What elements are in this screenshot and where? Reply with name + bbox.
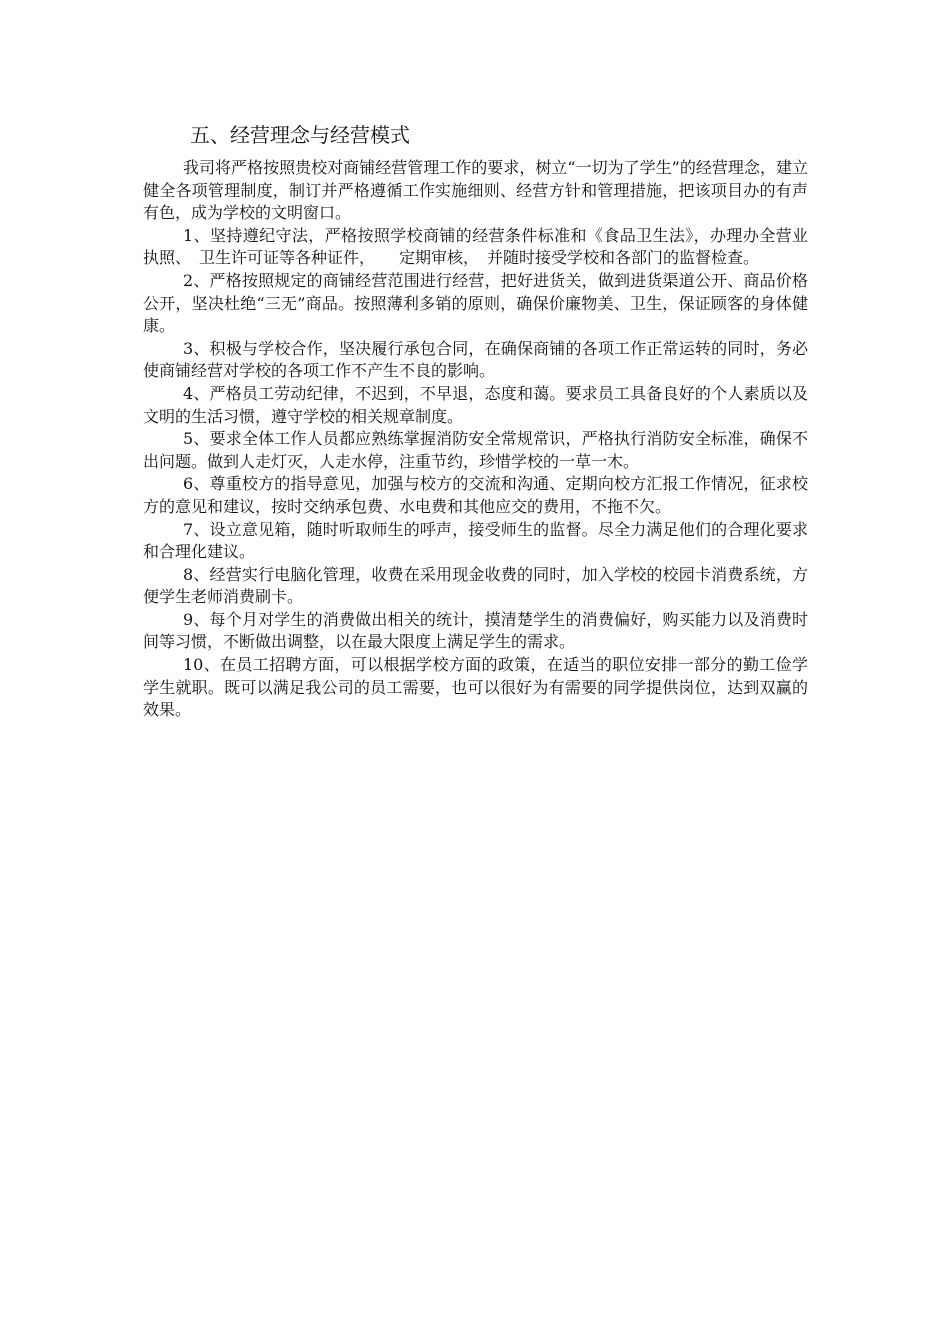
paragraph-item-2: 2、严格按照规定的商铺经营范围进行经营，把好进货关，做到进货渠道公开、商品价格公开，坚决杜绝“三无”商品。按照薄利多销的原则，确保价廉物美、卫生，保证顾客的身体健康。 [143,270,808,336]
paragraph-item-5: 5、要求全体工作人员都应熟练掌握消防安全常规常识，严格执行消防安全标准，确保不出问题。做到人走灯灭，人走水停，注重节约，珍惜学校的一草一木。 [143,429,808,471]
paragraph-item-7: 7、设立意见箱，随时听取师生的呼声，接受师生的监督。尽全力满足他们的合理化要求和合理化建议。 [143,519,808,562]
paragraph-item-10: 10、在员工招聘方面，可以根据学校方面的政策，在适当的职位安排一部分的勤工俭学学生就职。既可以满足我公司的员工需要，也可以很好为有需要的同学提供岗位，达到双赢的效果。 [143,655,808,720]
paragraph-item-9: 9、每个月对学生的消费做出相关的统计，摸清楚学生的消费偏好，购买能力以及消费时间等习惯，不断做出调整，以在最大限度上满足学生的需求。 [143,609,808,652]
document-body [143,157,808,722]
section-title: 五、经营理念与经营模式 [190,123,410,147]
paragraph-item-4: 4、严格员工劳动纪律，不迟到，不早退，态度和蔼。要求员工具备良好的个人素质以及文明的生活习惯，遵守学校的相关规章制度。 [143,383,808,426]
paragraph-item-1: 1、坚持遵纪守法，严格按照学校商铺的经营条件标准和《食品卫生法》，办理办全营业执照、 卫生许可证等各种证件， 定期审核， 并随时接受学校和各部门的监督检查。 [143,225,808,268]
paragraph-item-3: 3、积极与学校合作，坚决履行承包合同，在确保商铺的各项工作正常运转的同时，务必使商铺经营对学校的各项工作不产生不良的影响。 [143,338,808,381]
paragraph-item-8: 8、经营实行电脑化管理，收费在采用现金收费的同时，加入学校的校园卡消费系统，方便学生老师消费刷卡。 [143,564,808,607]
paragraph-item-6: 6、尊重校方的指导意见，加强与校方的交流和沟通、定期向校方汇报工作情况，征求校方的意见和建议，按时交纳承包费、水电费和其他应交的费用，不拖不欠。 [143,474,808,516]
intro-paragraph: 我司将严格按照贵校对商铺经营管理工作的要求，树立“一切为了学生”的经营理念，建立健全各项管理制度，制订并严格遵循工作实施细则、经营方针和管理措施，把该项目办的有声有色，成为学校的文明窗口。 [143,158,808,223]
